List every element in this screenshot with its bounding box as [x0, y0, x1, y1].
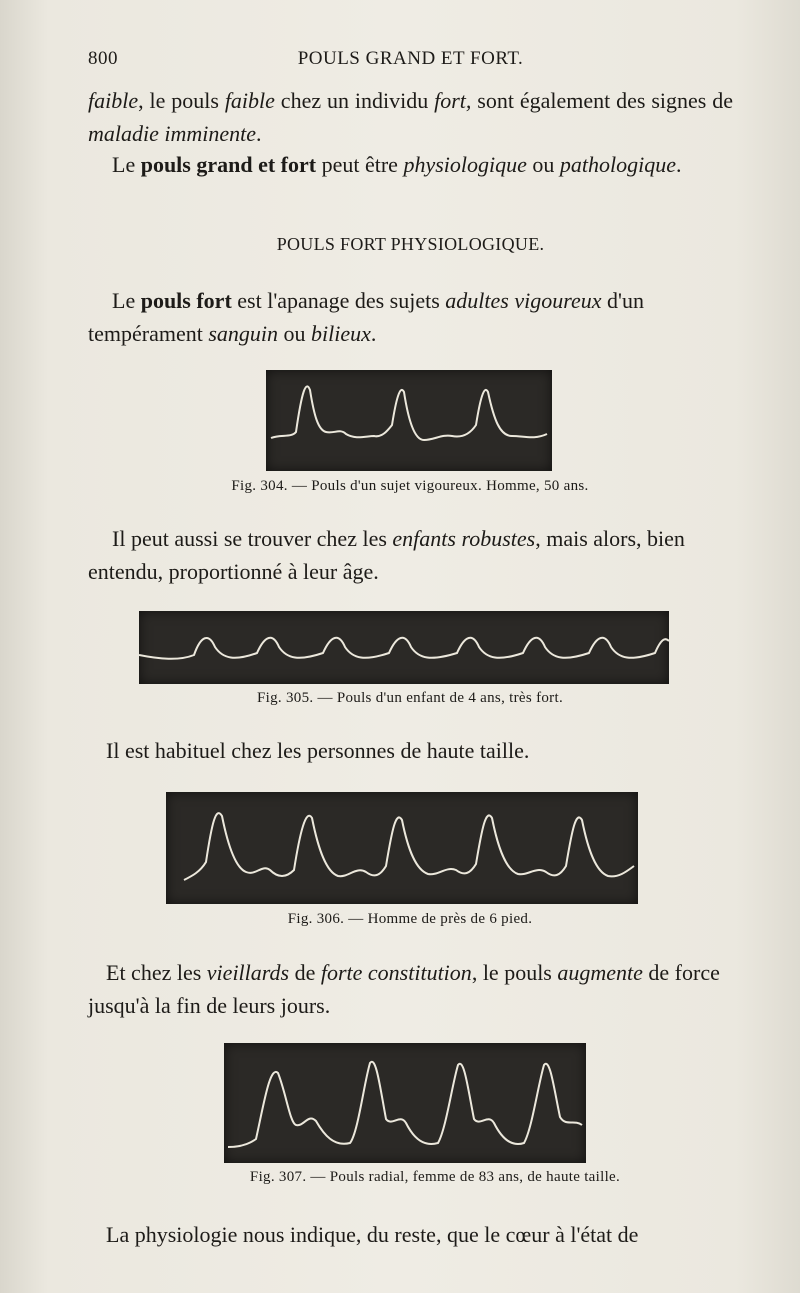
figure-307-caption: Fig. 307. — Pouls radial, femme de 83 ans, de haute taille.: [249, 1169, 621, 1185]
running-title: POULS GRAND ET FORT.: [297, 48, 524, 69]
text-italic: faible: [224, 88, 275, 113]
text: , mais alors, bien entendu, proportionné à leur âge.: [88, 526, 685, 584]
text: Le: [112, 288, 141, 313]
text-italic: physiologique: [403, 152, 527, 177]
text: ou: [526, 152, 560, 177]
figure-306-caption: Fig. 306. — Homme de près de 6 pied.: [287, 911, 533, 927]
pulse-tracing-figure-304: [266, 370, 552, 471]
text-bold: pouls grand et fort: [140, 152, 317, 177]
text: .: [676, 152, 682, 177]
text: Il peut aussi se trouver chez les: [112, 526, 393, 551]
text-bold: pouls fort: [140, 288, 232, 313]
text-italic: maladie imminente: [88, 121, 257, 146]
text-italic: faible: [88, 88, 139, 113]
text: chez un individu: [274, 88, 435, 113]
text: .: [370, 321, 377, 346]
pulse-tracing-figure-307: [224, 1043, 586, 1163]
text: , le pouls: [471, 960, 558, 985]
text: Le: [112, 152, 141, 177]
text: peut être: [316, 152, 404, 177]
paragraph-children: [88, 522, 733, 588]
text-italic: sanguin: [208, 321, 279, 346]
text: d'un tempérament: [88, 288, 644, 346]
text: est l'apanage des sujets: [231, 288, 446, 313]
paragraph-weak-pulse: [88, 84, 733, 150]
paragraph-adults: [88, 284, 733, 350]
text: ou: [278, 321, 312, 346]
text-italic: pathologique: [559, 152, 676, 177]
paragraph-physiology: La physiologie nous indique, du reste, que le cœur à l'état de: [106, 1222, 639, 1247]
page-number: 800: [88, 48, 118, 69]
text: Et chez les: [106, 960, 207, 985]
text: de force jusqu'à la fin de leurs jours.: [88, 960, 720, 1018]
pulse-tracing-figure-306: [166, 792, 638, 904]
figure-305-caption: Fig. 305. — Pouls d'un enfant de 4 ans, très fort.: [256, 690, 563, 706]
text: de: [289, 960, 321, 985]
text-italic: vieillards: [206, 960, 290, 985]
paragraph-grand-fort: [88, 148, 733, 181]
figure-304-caption: Fig. 304. — Pouls d'un sujet vigoureux. Homme, 50 ans.: [231, 478, 589, 494]
text: .: [256, 121, 262, 146]
pulse-tracing-figure-305: [139, 611, 669, 684]
text-italic: bilieux: [311, 321, 371, 346]
section-heading: POULS FORT PHYSIOLOGIQUE.: [276, 234, 545, 254]
text: sont également des signes de: [471, 88, 733, 113]
text-italic: enfants robustes: [392, 526, 536, 551]
text-italic: augmente: [557, 960, 643, 985]
text-italic: fort,: [434, 88, 472, 113]
paragraph-tall-persons: Il est habituel chez les personnes de haute taille.: [106, 738, 530, 763]
paragraph-elderly: [88, 956, 733, 1022]
text-italic: adultes vigoureux: [445, 288, 602, 313]
page-header: [88, 48, 733, 76]
text: , le pouls: [138, 88, 225, 113]
text-italic: forte constitution: [320, 960, 472, 985]
